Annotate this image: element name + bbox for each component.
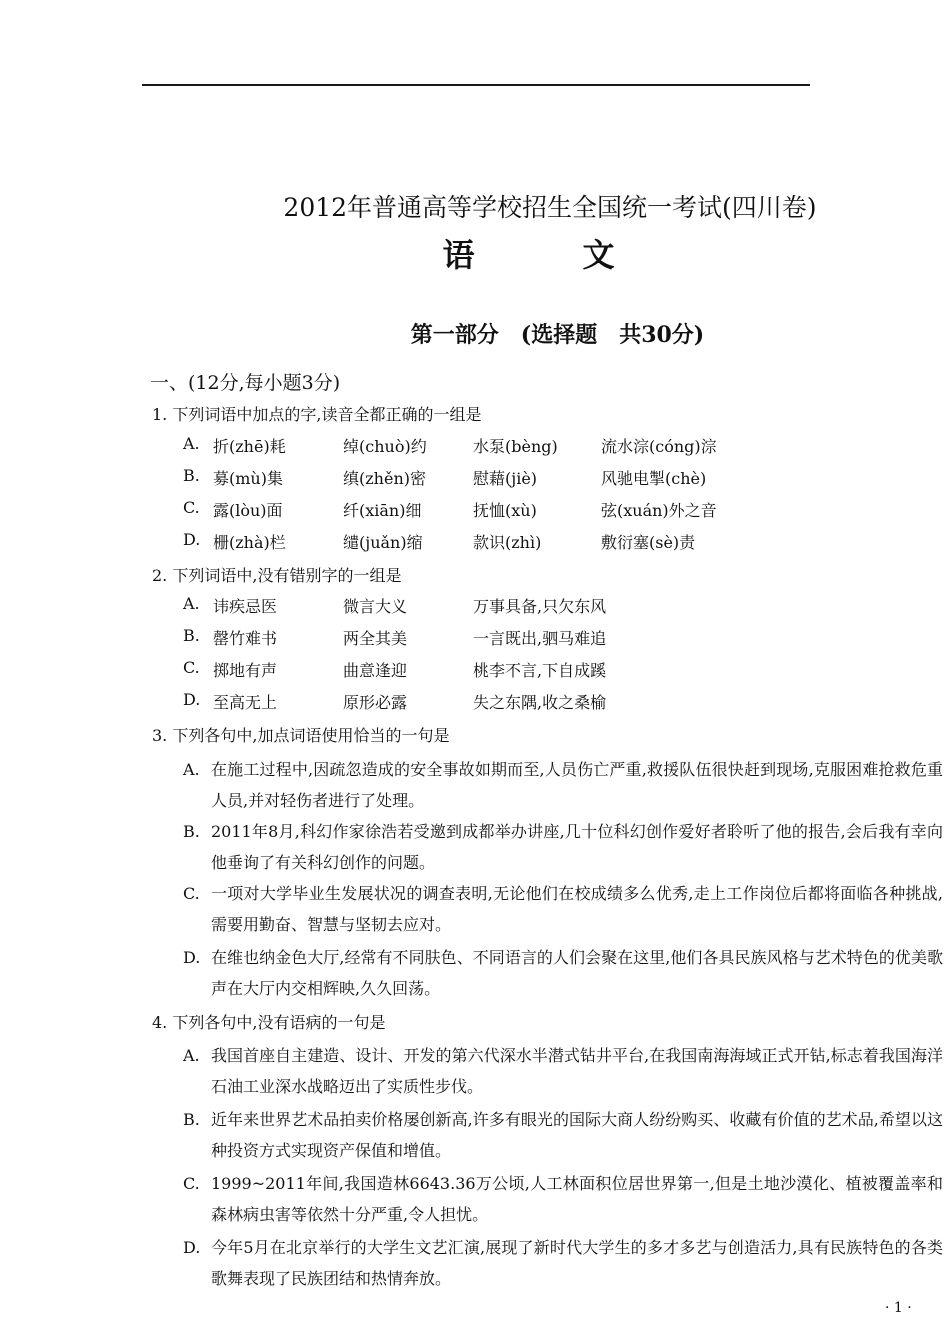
option-letter: C. (183, 884, 200, 903)
option-item: 万事具备,只欠东风 (473, 597, 607, 616)
option-item: 栅(zhà)栏 (213, 533, 286, 552)
option-item: 露(lòu)面 (213, 501, 283, 520)
option-item: 折(zhē)耗 (213, 437, 286, 456)
option-item: 掷地有声 (213, 661, 278, 680)
option-item: 抚恤(xù) (473, 501, 537, 520)
q4-option-b (183, 1104, 943, 1166)
option-item: 款识(zhì) (473, 533, 542, 552)
question-3-stem: 3. 下列各句中,加点词语使用恰当的一句是 (152, 726, 450, 745)
option-item: 弦(xuán)外之音 (601, 501, 717, 520)
option-text: 在施工过程中,因疏忽造成的安全事故如期而至,人员伤亡严重,救援队伍很快赶到现场,克服困难抢救危重人员,并对轻伤者进行了处理。 (211, 760, 943, 810)
q3-option-b (183, 816, 943, 878)
option-item: 缱(juǎn)缩 (343, 533, 423, 552)
option-letter: D. (183, 530, 201, 549)
option-item: 两全其美 (343, 629, 408, 648)
option-letter: C. (183, 1174, 200, 1193)
q4-option-a (183, 1040, 943, 1102)
option-item: 桃李不言,下自成蹊 (473, 661, 607, 680)
option-item: 至高无上 (213, 693, 278, 712)
option-item: 流水淙(cóng)淙 (601, 437, 717, 456)
option-item: 微言大义 (343, 597, 408, 616)
option-letter: C. (183, 658, 200, 677)
option-letter: A. (183, 760, 200, 779)
option-letter: B. (183, 1110, 200, 1129)
subject-heading: 语 文 (442, 236, 653, 274)
option-item: 缜(zhěn)密 (343, 469, 426, 488)
option-item: 纤(xiān)细 (343, 501, 422, 520)
option-text: 1999~2011年间,我国造林6643.36万公顷,人工林面积位居世界第一,但是土地沙漠化、植被覆盖率和森林病虫害等依然十分严重,令人担忧。 (211, 1174, 943, 1224)
question-2-stem: 2. 下列词语中,没有错别字的一组是 (152, 566, 402, 585)
option-letter: D. (183, 1238, 201, 1257)
page-number: · 1 · (885, 1300, 912, 1316)
option-letter: D. (183, 690, 201, 709)
option-item: 罄竹难书 (213, 629, 278, 648)
option-item: 原形必露 (343, 693, 408, 712)
option-item: 绰(chuò)约 (343, 437, 427, 456)
option-item: 敷衍塞(sè)责 (601, 533, 696, 552)
section-heading: 一、(12分,每小题3分) (150, 372, 341, 394)
option-item: 一言既出,驷马难追 (473, 629, 607, 648)
option-item: 曲意逢迎 (343, 661, 408, 680)
option-text: 今年5月在北京举行的大学生文艺汇演,展现了新时代大学生的多才多艺与创造活力,具有民族特色的各类歌舞表现了民族团结和热情奔放。 (211, 1238, 943, 1288)
q4-option-d (183, 1232, 943, 1294)
option-letter: D. (183, 948, 201, 967)
option-letter: B. (183, 466, 200, 485)
option-item: 失之东隅,收之桑榆 (473, 693, 607, 712)
question-4-stem: 4. 下列各句中,没有语病的一句是 (152, 1013, 386, 1032)
q3-option-c (183, 878, 943, 940)
option-letter: A. (183, 1046, 200, 1065)
option-letter: B. (183, 822, 200, 841)
option-letter: A. (183, 594, 200, 613)
option-letter: B. (183, 626, 200, 645)
option-text: 近年来世界艺术品拍卖价格屡创新高,许多有眼光的国际大商人纷纷购买、收藏有价值的艺术品,希望以这种投资方式实现资产保值和增值。 (211, 1110, 943, 1160)
option-text: 2011年8月,科幻作家徐浩若受邀到成都举办讲座,几十位科幻创作爱好者聆听了他的报告,会后我有幸向他垂询了有关科幻创作的问题。 (211, 822, 943, 872)
option-letter: A. (183, 434, 200, 453)
option-item: 水泵(bèng) (473, 437, 558, 456)
option-text: 在维也纳金色大厅,经常有不同肤色、不同语言的人们会聚在这里,他们各具民族风格与艺术特色的优美歌声在大厅内交相辉映,久久回荡。 (211, 948, 943, 998)
q3-option-a (183, 754, 943, 816)
option-item: 讳疾忌医 (213, 597, 278, 616)
option-text: 我国首座自主建造、设计、开发的第六代深水半潜式钻井平台,在我国南海海域正式开钻,标志着我国海洋石油工业深水战略迈出了实质性步伐。 (211, 1046, 943, 1096)
q3-option-d (183, 942, 943, 1004)
exam-title: 2012年普通高等学校招生全国统一考试(四川卷) (283, 193, 817, 222)
option-item: 风驰电掣(chè) (601, 469, 707, 488)
option-item: 慰藉(jiè) (473, 469, 538, 488)
option-letter: C. (183, 498, 200, 517)
option-text: 一项对大学毕业生发展状况的调查表明,无论他们在校成绩多么优秀,走上工作岗位后都将面临各种挑战,需要用勤奋、智慧与坚韧去应对。 (211, 884, 943, 934)
q4-option-c (183, 1168, 943, 1230)
question-1-stem: 1. 下列词语中加点的字,读音全都正确的一组是 (152, 405, 482, 424)
option-item: 募(mù)集 (213, 469, 283, 488)
top-rule (142, 84, 810, 86)
part-heading: 第一部分 (选择题 共30分) (410, 322, 705, 348)
